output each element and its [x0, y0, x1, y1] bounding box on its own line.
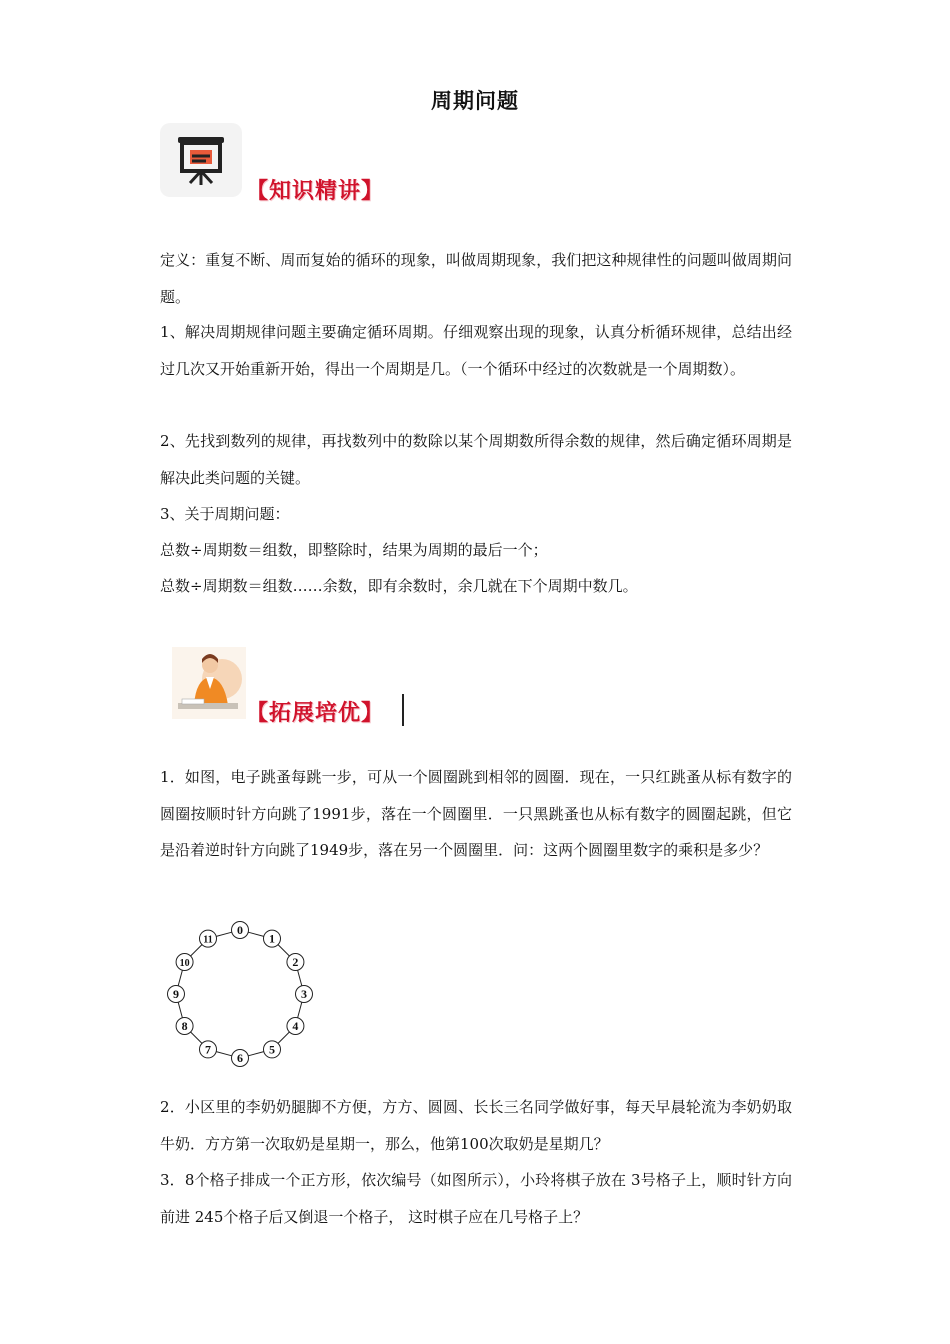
text-cursor	[402, 694, 404, 726]
ring-segment	[178, 970, 182, 986]
ring-node-5	[264, 1041, 281, 1058]
ring-node-1	[264, 930, 281, 947]
ring-node-9	[168, 986, 185, 1003]
ring-label: 8	[181, 1019, 188, 1033]
ring-label: 5	[269, 1042, 275, 1057]
flea-circle-figure	[160, 918, 320, 1073]
ring-label: 3	[301, 987, 307, 1001]
ring-node-8	[176, 1018, 193, 1035]
ring-segment	[298, 1002, 302, 1018]
ring-node-2	[287, 954, 304, 971]
presentation-board-icon	[160, 123, 242, 197]
ring-node-3	[296, 986, 313, 1003]
ring-segment	[216, 932, 232, 936]
ring-segment	[178, 1002, 182, 1018]
knowledge-item-3: 3、关于周期问题：	[160, 505, 290, 523]
question-3: 3．8个格子排成一个正方形，依次编号（如图所示），小玲将棋子放在 3号格子上，顺时针方向前进 245个格子后又倒退一个格子， 这时棋子应在几号格子上？	[160, 1171, 792, 1226]
ring-segment	[216, 1052, 232, 1056]
section-banner-knowledge: 【知识精讲】	[246, 179, 385, 204]
knowledge-item-1: 1、解决周期规律问题主要确定循环周期。仔细观察出现的现象，认真分析循环规律，总结出经过几次又开始重新开始，得出一个周期是几。（一个循环中经过的次数就是一个周期数）。	[160, 323, 792, 378]
ring-node-10	[176, 954, 193, 971]
ring-node-6	[232, 1050, 249, 1067]
ring-segment	[248, 1052, 264, 1056]
question-1: 1．如图，电子跳蚤每跳一步，可从一个圆圈跳到相邻的圆圈．现在，一只红跳蚤从标有数字的圆圈按顺时针方向跳了1991步，落在一个圆圈里．一只黑跳蚤也从标有数字的圆圈起跳，但它是沿着逆时针方向跳了1949步，落在另一个圆圈里．问：这两个圆圈里数字的乘积是多少？	[160, 768, 792, 859]
ring-node-0	[232, 922, 249, 939]
formula-line-1: 总数÷周期数＝组数，即整除时，结果为周期的最后一个；	[160, 541, 548, 559]
ring-segment	[248, 932, 264, 936]
ring-label: 1	[269, 931, 275, 946]
ring-segment	[191, 945, 202, 956]
ring-segment	[278, 945, 289, 956]
ring-label: 9	[173, 987, 179, 1001]
section-banner-extension: 【拓展培优】	[246, 701, 385, 726]
ring-label: 6	[237, 1051, 243, 1065]
question-2: 2．小区里的李奶奶腿脚不方便，方方、圆圆、长长三名同学做好事，每天早晨轮流为李奶奶取牛奶．方方第一次取奶是星期一，那么，他第100次取奶是星期几？	[160, 1098, 792, 1153]
ring-label: 10	[179, 958, 190, 969]
formula-line-2: 总数÷周期数＝组数……余数，即有余数时，余几就在下个周期中数几。	[160, 577, 638, 595]
ring-label: 2	[292, 955, 299, 969]
page-title: 周期问题	[431, 89, 519, 113]
ring-segment	[278, 1032, 289, 1043]
knowledge-item-2: 2、先找到数列的规律，再找数列中的数除以某个周期数所得余数的规律，然后确定循环周期是解决此类问题的关键。	[160, 432, 792, 487]
ring-label: 11	[203, 934, 213, 946]
teacher-illustration	[172, 647, 246, 719]
ring-node-4	[287, 1018, 304, 1035]
ring-label: 4	[292, 1019, 299, 1033]
ring-node-11	[200, 930, 217, 947]
ring-label: 7	[205, 1042, 211, 1057]
ring-node-7	[200, 1041, 217, 1058]
ring-label: 0	[237, 923, 243, 937]
ring-segment	[298, 970, 302, 986]
definition-paragraph: 定义：重复不断、周而复始的循环的现象，叫做周期现象，我们把这种规律性的问题叫做周期问题。	[160, 251, 792, 306]
ring-segment	[191, 1032, 202, 1043]
